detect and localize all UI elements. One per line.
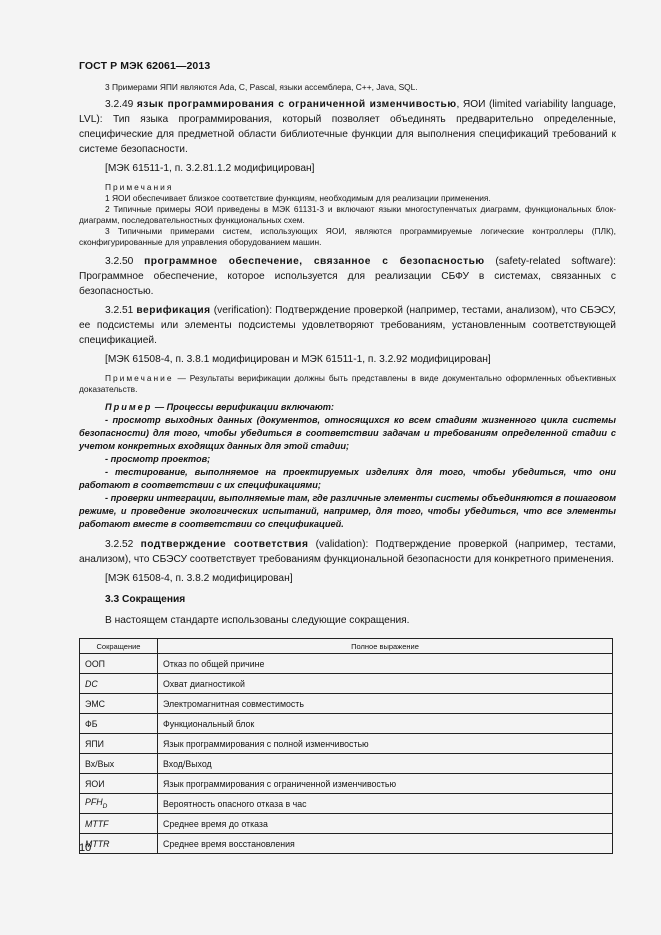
abbr-cell: ЯПИ (80, 734, 158, 754)
table-row (80, 694, 613, 714)
note-3: 3 Типичными примерами систем, использующих ЯОИ, являются программируемые логические контроллеры (ПЛК), сконфигурированные для управления оборудованием машин. (79, 226, 616, 247)
definition-text: (verification): Подтверждение проверкой (например, тестами, анализом), что СБЭСУ, ее подсистемы или элементы подсистемы удовлетворяют требованиям, установленным соответствующей спецификацией. (79, 305, 616, 346)
clause-number: 3.2.52 (105, 539, 134, 550)
full-cell: Отказ по общей причине (158, 654, 613, 674)
full-cell: Охват диагностикой (158, 674, 613, 694)
note-verification (79, 373, 616, 395)
term: язык программирования с ограниченной изменчивостью (136, 99, 457, 110)
abbreviations-table (79, 638, 613, 854)
table-header-row (80, 639, 613, 654)
abbr-cell: ООП (80, 654, 158, 674)
abbr-cell: ЯОИ (80, 774, 158, 794)
example-label: Пример (105, 402, 153, 412)
abbr-main: PFH (85, 797, 103, 808)
example-intro-text: — Процессы верификации включают: (152, 402, 334, 412)
example-intro (79, 401, 616, 414)
definition-3-2-52 (79, 537, 616, 567)
definition-text: (safety-related software): Программное обеспечение, которое используется для реализации СБФУ в системах, связанных с безопасностью. (79, 256, 616, 297)
example-item: - проверки интеграции, выполняемые там, где различные элементы системы объединяются в пошаговом режиме, и проведение экологических испытаний, например, для того, чтобы убедиться, что все элементы работают вместе в соответствии со спецификацией. (79, 493, 616, 529)
example-item: - тестирование, выполняемое на проектируемых изделиях для того, чтобы убедиться, что они работают в соответствии с их спецификациями; (79, 467, 616, 490)
table-row (80, 774, 613, 794)
table-row (80, 734, 613, 754)
definition-3-2-51 (79, 303, 616, 348)
clause-number: 3.2.51 (105, 305, 134, 316)
note-label: Примечание (105, 373, 174, 383)
table-row (80, 814, 613, 834)
definition-3-2-50 (79, 254, 616, 299)
example-block (79, 401, 616, 531)
abbr-cell: Вх/Вых (80, 754, 158, 774)
table-row (80, 754, 613, 774)
example-item: - просмотр выходных данных (документов, относящихся ко всем стадиям жизненного цикла системы безопасности) для того, чтобы убедиться в соответствии задачам и требованиям определенной стадии с учетом конкретных входящих данных для этой стадии; (79, 415, 616, 451)
full-cell: Вероятность опасного отказа в час (158, 794, 613, 814)
note-example-languages: 3 Примерами ЯПИ являются Ada, C, Pascal, языки ассемблера, C++, Java, SQL. (105, 82, 418, 92)
column-header-full: Полное выражение (158, 639, 613, 654)
page-number: 10 (79, 842, 92, 854)
reference-3-2-49: [МЭК 61511-1, п. 3.2.81.1.2 модифицирован] (105, 163, 315, 174)
full-cell: Вход/Выход (158, 754, 613, 774)
full-cell: Функциональный блок (158, 714, 613, 734)
example-item: - просмотр проектов; (105, 454, 211, 464)
term: подтверждение соответствия (140, 539, 309, 550)
term: программное обеспечение, связанное с безопасностью (144, 256, 485, 267)
abbr-cell: MTTF (80, 814, 158, 834)
clause-number: 3.2.50 (105, 256, 134, 267)
note-1: 1 ЯОИ обеспечивает близкое соответствие функциям, необходимым для реализации применения. (105, 193, 491, 203)
definition-3-2-49 (79, 97, 616, 157)
reference-3-2-51: [МЭК 61508-4, п. 3.8.1 модифицирован и МЭК 61511-1, п. 3.2.92 модифицирован] (105, 354, 491, 365)
table-row (80, 654, 613, 674)
column-header-abbr: Сокращение (80, 639, 158, 654)
abbr-cell (80, 794, 158, 814)
table-row (80, 714, 613, 734)
section-intro: В настоящем стандарте использованы следующие сокращения. (105, 615, 410, 626)
abbr-cell: ЭМС (80, 694, 158, 714)
definition-text: (validation): Подтверждение проверкой (например, тестами, анализом), что СБЭСУ соответствует требованиям функциональной безопасности для конкретного применения. (79, 539, 616, 565)
table-row (80, 834, 613, 854)
abbr-subscript: D (102, 802, 108, 810)
abbr-cell: MTTR (80, 834, 158, 854)
note-2: 2 Типичные примеры ЯОИ приведены в МЭК 61131-3 и включают языки многоступенчатых диаграмм, функциональных блок-диаграмм, последовательностных функциональных схем. (79, 204, 616, 225)
document-header: ГОСТ Р МЭК 62061—2013 (79, 60, 211, 72)
term: верификация (136, 305, 211, 316)
definition-text: , ЯОИ (limited variability language, LVL): Тип языка программирования, который позволяет объединять предварительно определенные, специфические для предметной области библиотечные функции для выполнения спецификаций требований к системе безопасности. (79, 99, 616, 155)
full-cell: Среднее время до отказа (158, 814, 613, 834)
table-row (80, 794, 613, 814)
abbr-cell: DC (80, 674, 158, 694)
clause-number: 3.2.49 (105, 99, 134, 110)
full-cell: Среднее время восстановления (158, 834, 613, 854)
note-text: — Результаты верификации должны быть представлены в виде документально оформленных объективных доказательств. (79, 373, 616, 394)
full-cell: Язык программирования с полной изменчивостью (158, 734, 613, 754)
section-heading: 3.3 Сокращения (105, 594, 186, 605)
table-row (80, 674, 613, 694)
notes-heading: Примечания (105, 182, 174, 192)
full-cell: Язык программирования с ограниченной изменчивостью (158, 774, 613, 794)
reference-3-2-52: [МЭК 61508-4, п. 3.8.2 модифицирован] (105, 573, 293, 584)
full-cell: Электромагнитная совместимость (158, 694, 613, 714)
abbr-cell: ФБ (80, 714, 158, 734)
